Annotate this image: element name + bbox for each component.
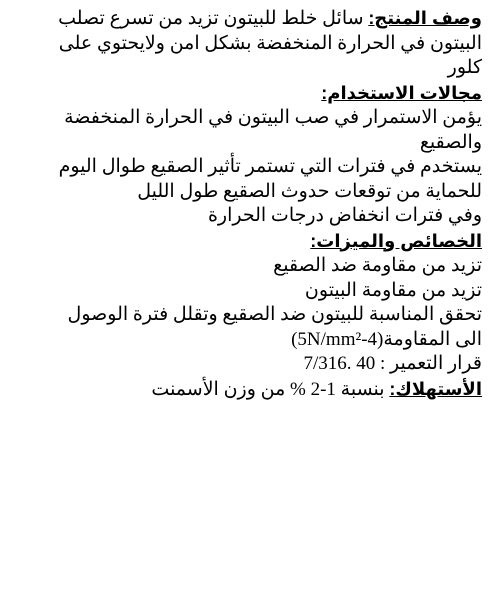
usage-item: يستخدم في فترات التي تستمر تأثير الصقيع طوال اليوم للحماية من توقعات حدوث الصقيع طول الليل	[58, 156, 482, 202]
feature-item: تزيد من مقاومة البيتون	[304, 279, 482, 301]
feature-item: قرار التعمير : 40 .7/316	[303, 353, 482, 374]
features-heading-line	[38, 229, 482, 255]
consumption-text: بنسبة 1-2 % من وزن الأسمنت	[151, 378, 390, 400]
usage-item: وفي فترات انخفاض درجات الحرارة	[207, 205, 482, 226]
feature-item: تحقق المناسبة للبيتون ضد الصقيع وتقلل فترة الوصول الى المقاومة(4-5N/mm²)	[67, 304, 482, 350]
description-text: سائل خلط للبيتون تزيد من تسرع تصلب البيتون في الحرارة المنخفضة بشكل امن ولايحتوي على كلور	[58, 8, 482, 78]
consumption-paragraph	[38, 377, 482, 403]
feature-item: تزيد من مقاومة ضد الصقيع	[273, 255, 482, 276]
features-heading: الخصائص والميزات:	[310, 230, 482, 251]
usage-item: يؤمن الاستمرار في صب البيتون في الحرارة المنخفضة والصقيع	[64, 107, 482, 153]
consumption-heading: الأستهلاك:	[389, 378, 482, 399]
description-heading: وصف المنتج:	[368, 8, 482, 28]
usage-heading: مجالات الاستخدام:	[321, 82, 482, 103]
usage-heading-line	[38, 81, 482, 107]
description-paragraph	[38, 6, 482, 81]
